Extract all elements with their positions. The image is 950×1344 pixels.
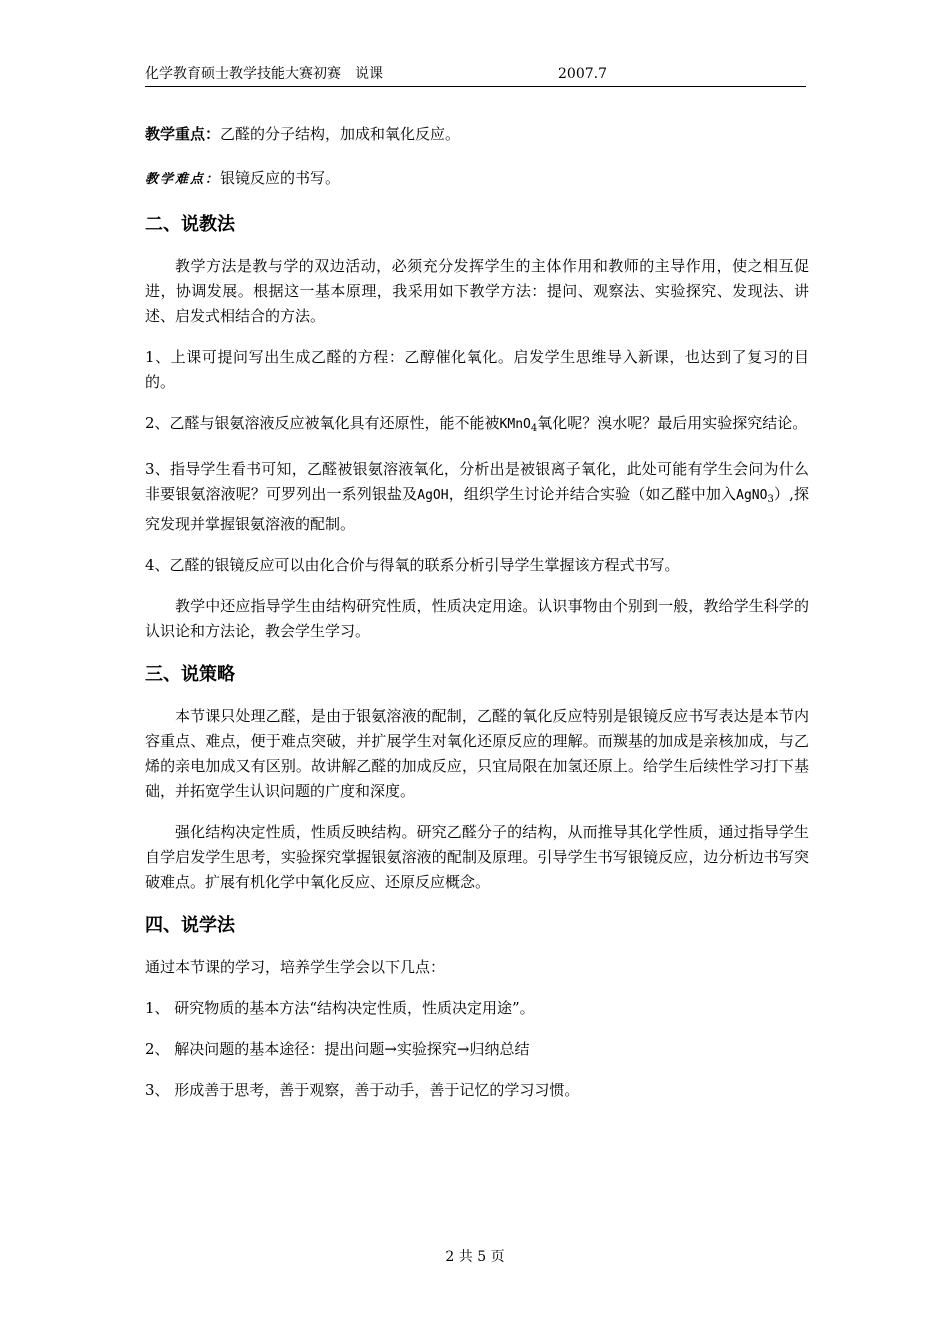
item3-text-c: ）,探究发现并掌握银氨溶液的配制。 <box>145 485 809 533</box>
kmno4-subscript: 4 <box>530 423 538 434</box>
difficulties-text: 银镜反应的书写。 <box>220 169 341 187</box>
section4-item3: 3、 形成善于思考，善于观察，善于动手，善于记忆的学习习惯。 <box>145 1081 580 1099</box>
section4-item2: 2、 解决问题的基本途径：提出问题→实验探究→归纳总结 <box>145 1040 530 1058</box>
item2-text-a: 2、乙醛与银氨溶液反应被氧化具有还原性，能不能被 <box>145 414 500 432</box>
key-points-line <box>145 122 809 147</box>
key-points-label: 教学重点： <box>145 125 221 143</box>
difficulties-label: 教学难点： <box>145 172 221 187</box>
section4-heading: 四、说学法 <box>145 915 235 936</box>
item3-text-b: ，组织学生讨论并结合实验（如乙醛中加入 <box>448 485 737 503</box>
header-date: 2007.7 <box>558 66 607 82</box>
difficulties-line <box>145 166 809 192</box>
page-header <box>145 64 806 87</box>
section2-intro: 教学方法是教与学的双边活动，必须充分发挥学生的主体作用和教师的主导作用，使之相互促进，协调发展。根据这一基本原理，我采用如下教学方法：提问、观察法、实验探究、发现法、讲述、启发式相结合的方法。 <box>145 257 809 325</box>
section4-item1: 1、 研究物质的基本方法“结构决定性质，性质决定用途”。 <box>145 999 535 1017</box>
section2-item4: 4、乙醛的银镜反应可以由化合价与得氧的联系分析引导学生掌握该方程式书写。 <box>145 556 680 574</box>
section3-heading: 三、说策略 <box>145 664 235 685</box>
section2-heading: 二、说教法 <box>145 214 235 235</box>
section2-item3 <box>145 457 809 537</box>
document-body <box>145 122 809 1103</box>
agoh-formula: AgOH <box>417 488 449 503</box>
section2-item1: 1、上课可提问写出生成乙醛的方程：乙醇催化氧化。启发学生思维导入新课，也达到了复习的目的。 <box>145 348 809 391</box>
header-title: 化学教育硕士教学技能大赛初赛 说课 <box>145 66 383 82</box>
key-points-text: 乙醛的分子结构，加成和氧化反应。 <box>220 125 461 143</box>
section3-paragraph-2: 强化结构决定性质，性质反映结构。研究乙醛分子的结构，从而推导其化学性质，通过指导学生自学启发学生思考，实验探究掌握银氨溶液的配制及原理。引导学生书写银镜反应，边分析边书写突破难点。扩展有机化学中氧化反应、还原反应概念。 <box>145 823 809 891</box>
item2-text-b: 氧化呢？溴水呢？最后用实验探究结论。 <box>537 414 808 432</box>
agno3-subscript: 3 <box>767 494 774 505</box>
section4-intro: 通过本节课的学习，培养学生学会以下几点： <box>145 958 446 976</box>
agno3-formula: AgNO <box>736 488 768 503</box>
section2-closing: 教学中还应指导学生由结构研究性质，性质决定用途。认识事物由个别到一般，教给学生科学的认识论和方法论，教会学生学习。 <box>145 597 809 640</box>
section2-item2 <box>145 411 809 441</box>
section3-paragraph-1: 本节课只处理乙醛，是由于银氨溶液的配制，乙醛的氧化反应特别是银镜反应书写表达是本节内容重点、难点，便于难点突破，并扩展学生对氧化还原反应的理解。而羰基的加成是亲核加成，与乙烯的亲电加成又有区别。故讲解乙醛的加成反应，只宜局限在加氢还原上。给学生后续性学习打下基础，并拓宽学生认识问题的广度和深度。 <box>145 707 809 800</box>
kmno4-formula: KMnO <box>499 417 531 432</box>
item3-text-a: 3、指导学生看书可知，乙醛被银氨溶液氧化，分析出是被银离子氧化，此处可能有学生会问为什么非要银氨溶液呢？可罗列出一系列银盐及 <box>145 460 809 503</box>
page-number: 2 共 5 页 <box>445 1249 505 1265</box>
